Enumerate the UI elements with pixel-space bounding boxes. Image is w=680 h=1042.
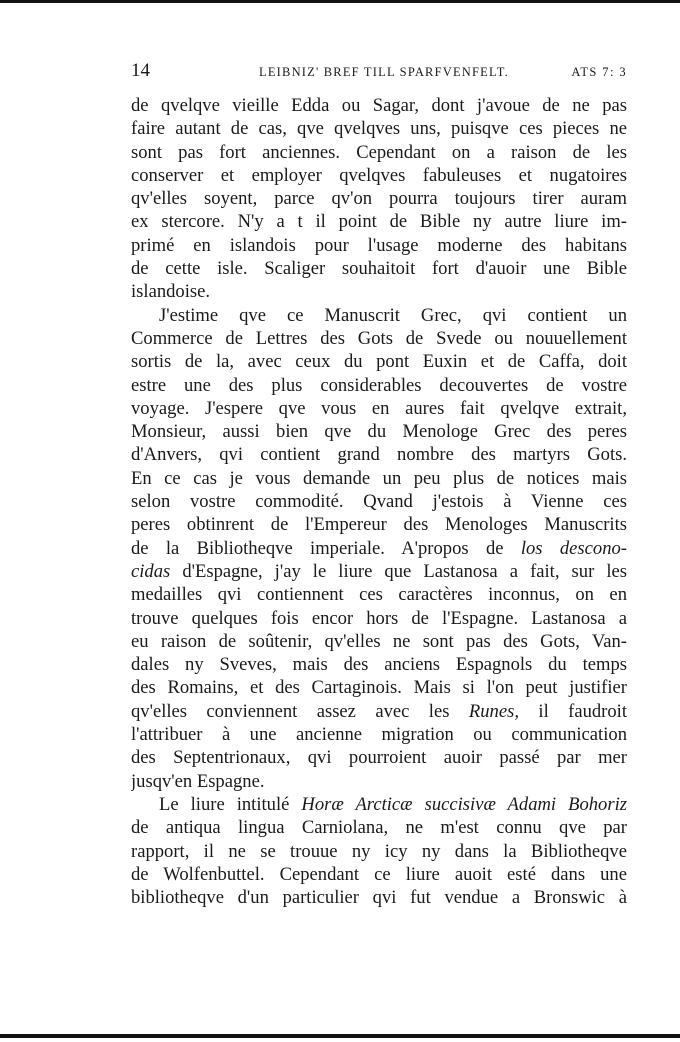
text-line	[131, 560, 627, 583]
text-line	[131, 700, 627, 723]
text-line: estre une des plus considerables decouvertes de vostre	[131, 374, 627, 396]
bottom-rule	[0, 1034, 680, 1038]
text-line: voyage. J'espere qve vous en aures fait qvelqve extrait,	[131, 397, 627, 419]
running-header	[131, 60, 627, 82]
text-line: d'Anvers, qvi contient grand nombre des martyrs Gots.	[131, 444, 627, 466]
body-text	[131, 94, 627, 909]
text-line: de cette isle. Scaliger souhaitoit fort d'auoir une Bible	[131, 258, 627, 280]
running-title: LEIBNIZ' BREF TILL SPARFVENFELT.	[259, 65, 509, 79]
text-line: qv'elles soyent, parce qv'on pourra toujours tirer auram	[131, 188, 627, 210]
text-line: de Wolfenbuttel. Cependant ce liure auoit esté dans une	[131, 863, 627, 885]
text-segment: qv'elles conviennent assez avec les	[131, 700, 450, 722]
text-line: dales ny Sveves, mais des anciens Espagnols du temps	[131, 654, 627, 676]
text-line: Monsieur, aussi bien qve du Menologe Grec des peres	[131, 421, 627, 443]
text-line: peres obtinrent de l'Empereur des Menologes Manuscrits	[131, 514, 627, 536]
text-line: trouve quelques fois encor hors de l'Espagne. Lastanosa a	[131, 607, 627, 629]
text-line: faire autant de cas, qve qvelqves uns, puisqve ces pieces ne	[131, 118, 627, 140]
text-line: sont pas fort anciennes. Cependant on a raison de les	[131, 141, 627, 163]
text-line: de antiqua lingua Carniolana, ne m'est connu qve par	[131, 817, 627, 839]
text-line	[131, 537, 627, 560]
text-line: conserver et employer qvelqves fabuleuses et nugatoires	[131, 164, 627, 186]
text-line: des Septentrionaux, qvi pourroient auoir passé par mer	[131, 747, 627, 769]
text-line: sortis de la, avec ceux du pont Euxin et de Caffa, doit	[131, 351, 627, 373]
text-segment: il faudroit	[538, 700, 627, 722]
text-line: selon vostre commodité. Qvand j'estois à Vienne ces	[131, 491, 627, 513]
text-line: l'attribuer à une ancienne migration ou communication	[131, 724, 627, 746]
text-line: En ce cas je vous demande un peu plus de notices mais	[131, 467, 627, 489]
text-segment: Le liure intitulé	[159, 793, 290, 815]
text-line: eu raison de soûtenir, qv'elles ne sont pas des Gots, Van-	[131, 630, 627, 652]
text-line	[131, 793, 627, 816]
italic-term: Runes,	[468, 700, 519, 722]
page-number: 14	[131, 60, 150, 81]
italic-title: Horæ Arcticæ succisivæ Adami Bohoriz	[301, 793, 627, 815]
text-line: Commerce de Lettres des Gots de Svede ou nouuellement	[131, 327, 627, 349]
text-line: ex stercore. N'y a t il point de Bible ny autre liure im-	[131, 211, 627, 233]
text-line: bibliotheqve d'un particulier qvi fut vendue a Bronswic à	[131, 887, 627, 909]
signature-mark: ATS 7: 3	[571, 65, 627, 79]
italic-term: los descono-	[520, 537, 627, 559]
italic-term: cidas	[131, 560, 171, 582]
text-line: medailles qvi contiennent ces caractères inconnus, on en	[131, 584, 627, 606]
text-line: J'estime qve ce Manuscrit Grec, qvi contient un	[159, 304, 627, 326]
top-rule	[0, 0, 680, 3]
text-line: des Romains, et des Cartaginois. Mais si l'on peut justifier	[131, 677, 627, 699]
text-segment: d'Espagne, j'ay le liure que Lastanosa a fait, sur les	[182, 560, 627, 582]
text-line: islandoise.	[131, 281, 211, 303]
text-line: jusqv'en Espagne.	[131, 770, 265, 792]
text-line: primé en islandois pour l'usage moderne des habitans	[131, 234, 627, 256]
text-segment: de la Bibliotheqve imperiale. A'propos de	[131, 537, 504, 559]
text-line: de qvelqve vieille Edda ou Sagar, dont j'avoue de ne pas	[131, 95, 627, 116]
text-line: rapport, il ne se trouue ny icy ny dans la Bibliotheqve	[131, 840, 627, 862]
